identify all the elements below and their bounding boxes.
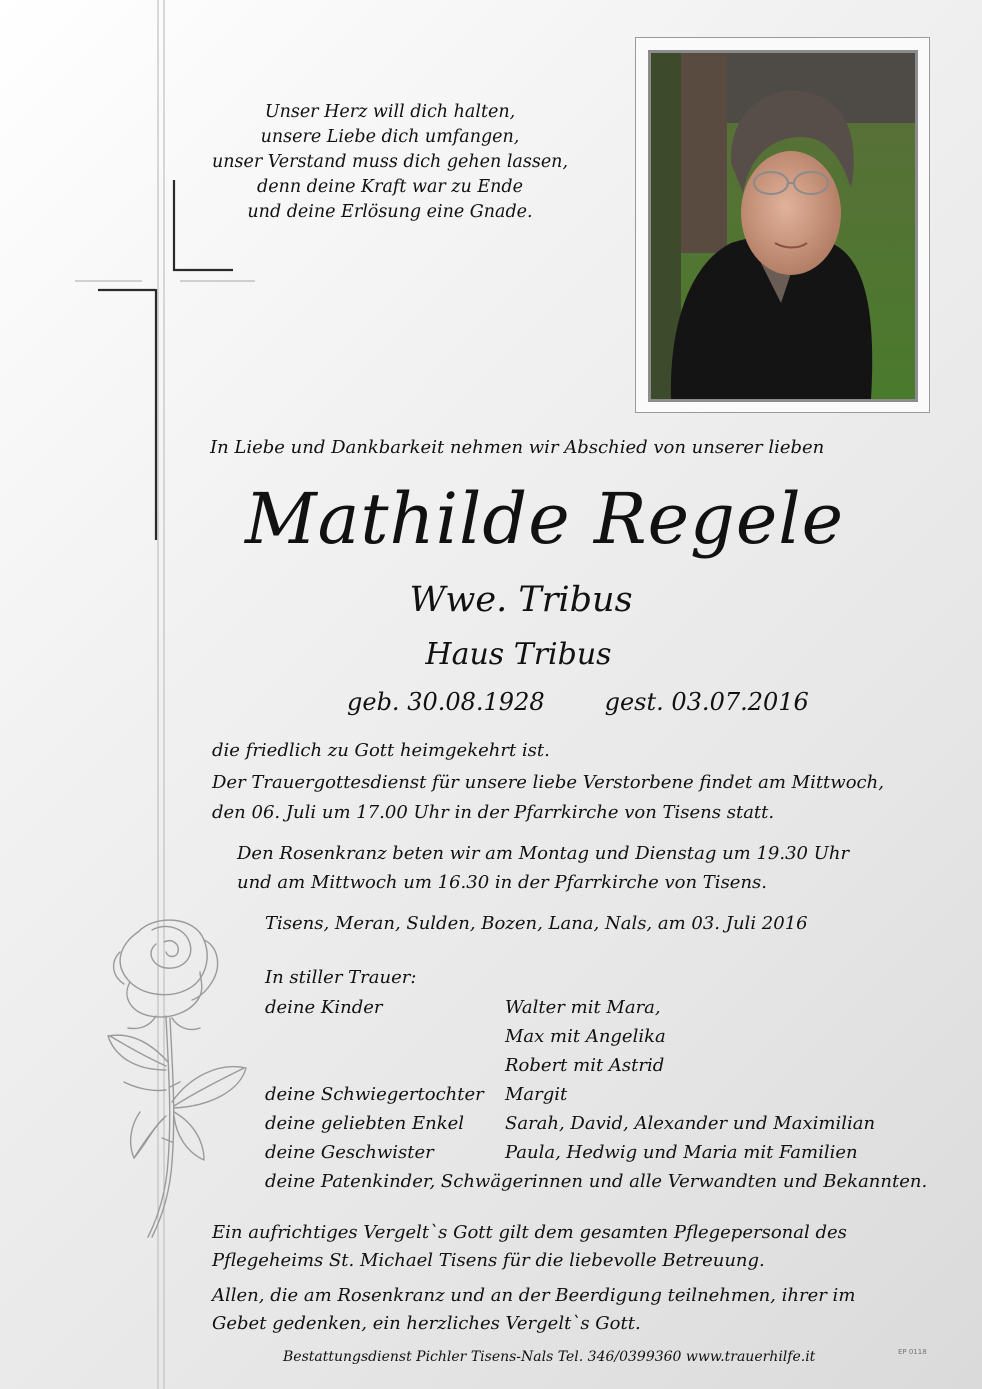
children-name: Walter mit Mara, (505, 997, 661, 1018)
grandchildren-names: Sarah, David, Alexander und Maximilian (505, 1113, 876, 1134)
daughter-in-law-name: Margit (505, 1084, 568, 1105)
poem-line: und deine Erlösung eine Gnade. (247, 202, 533, 222)
poem-line: unsere Liebe dich umfangen, (260, 127, 520, 147)
body-line: die friedlich zu Gott heimgekehrt ist. (212, 740, 550, 761)
poem-line: Unser Herz will dich halten, (264, 102, 516, 122)
mourners-heading: In stiller Trauer: (265, 967, 417, 988)
children-name: Robert mit Astrid (505, 1055, 665, 1076)
siblings-names: Paula, Hedwig und Maria mit Familien (505, 1142, 858, 1163)
house-name: Haus Tribus (425, 637, 612, 672)
template-code: EP 0118 (898, 1348, 927, 1356)
body-line: den 06. Juli um 17.00 Uhr in der Pfarrkirche von Tisens statt. (212, 802, 775, 823)
thanks-line: Gebet gedenken, ein herzliches Vergelt`s Gott. (212, 1313, 641, 1334)
rosary-line: Den Rosenkranz beten wir am Montag und Dienstag um 19.30 Uhr (237, 843, 850, 864)
thanks-line: Ein aufrichtiges Vergelt`s Gott gilt dem gesamten Pflegepersonal des (212, 1222, 847, 1243)
thanks-line: Allen, die am Rosenkranz und an der Beerdigung teilnehmen, ihrer im (212, 1285, 856, 1306)
death-date: gest. 03.07.2016 (604, 688, 809, 716)
photo-frame (635, 37, 930, 413)
portrait-photo (648, 50, 918, 402)
poem (190, 100, 590, 225)
other-mourners: deine Patenkinder, Schwägerinnen und alle Verwandten und Bekannten. (265, 1171, 928, 1192)
siblings-label: deine Geschwister (265, 1142, 434, 1163)
rosary-line: und am Mittwoch um 16.30 in der Pfarrkirche von Tisens. (237, 872, 768, 893)
poem-line: denn deine Kraft war zu Ende (257, 177, 523, 197)
daughter-in-law-label: deine Schwiegertochter (265, 1084, 484, 1105)
life-dates (347, 688, 809, 716)
children-name: Max mit Angelika (505, 1026, 666, 1047)
birth-date: geb. 30.08.1928 (347, 688, 545, 716)
poem-line: unser Verstand muss dich gehen lassen, (211, 152, 569, 172)
widow-of: Wwe. Tribus (409, 580, 633, 620)
place-date: Tisens, Meran, Sulden, Bozen, Lana, Nals, am 03. Juli 2016 (265, 913, 808, 934)
rose-icon (100, 912, 260, 1242)
deceased-name: Mathilde Regele (245, 478, 845, 560)
body-line: Der Trauergottesdienst für unsere liebe Verstorbene findet am Mittwoch, (212, 772, 884, 793)
children-label: deine Kinder (265, 997, 383, 1018)
grandchildren-label: deine geliebten Enkel (265, 1113, 465, 1134)
funeral-service-footer: Bestattungsdienst Pichler Tisens-Nals Tel. 346/0399360 www.trauerhilfe.it (283, 1349, 816, 1365)
intro-text: In Liebe und Dankbarkeit nehmen wir Abschied von unserer lieben (210, 437, 825, 458)
thanks-line: Pflegeheims St. Michael Tisens für die liebevolle Betreuung. (212, 1250, 765, 1271)
